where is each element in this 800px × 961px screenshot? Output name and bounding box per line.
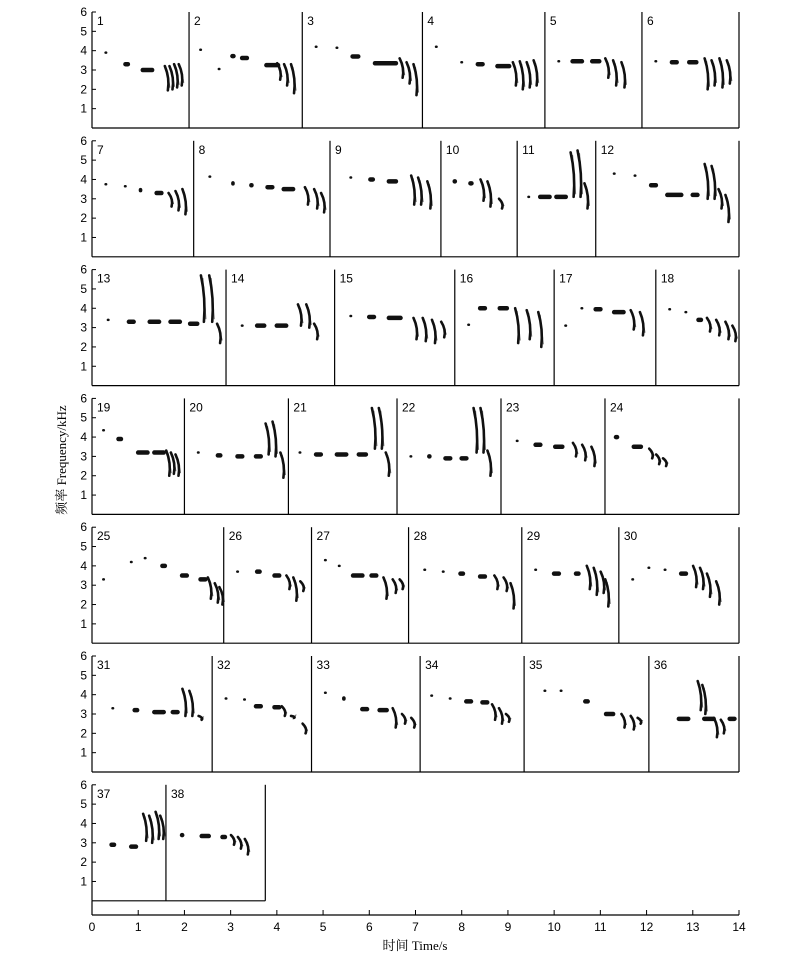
note-mark	[604, 712, 616, 717]
x-tick-label: 6	[365, 920, 373, 934]
note-mark	[649, 183, 658, 188]
note-mark	[107, 319, 110, 322]
note-mark	[554, 195, 568, 200]
spectrogram-row	[80, 263, 739, 386]
y-tick-label: 5	[80, 539, 87, 554]
note-mark	[533, 443, 542, 448]
note-mark	[265, 185, 274, 190]
x-tick-label: 3	[227, 920, 234, 934]
spectrogram-panel	[97, 12, 189, 128]
panel-label: 5	[549, 14, 557, 28]
note-mark	[435, 46, 438, 49]
y-tick-label: 3	[80, 578, 87, 593]
panel-label: 21	[293, 400, 307, 415]
y-tick-label: 4	[80, 558, 87, 573]
panel-label: 23	[505, 400, 520, 415]
note-mark	[199, 48, 202, 51]
y-tick-label: 6	[80, 391, 87, 406]
note-mark	[367, 315, 376, 320]
note-mark	[124, 185, 127, 188]
note-mark	[243, 698, 246, 701]
panel-label: 13	[97, 271, 111, 286]
y-tick-label: 1	[80, 874, 87, 889]
y-tick-label: 2	[80, 82, 87, 97]
spectrogram-row	[80, 5, 739, 128]
panel-label: 31	[97, 658, 111, 672]
y-tick-label: 3	[80, 449, 87, 464]
panel-label: 19	[97, 400, 111, 415]
note-mark	[516, 440, 519, 443]
note-mark	[152, 450, 166, 455]
note-mark	[315, 46, 318, 49]
note-mark	[580, 307, 583, 310]
spectrogram-panel	[610, 398, 739, 514]
spectrogram-panel	[317, 656, 421, 772]
note-mark	[102, 429, 105, 432]
panel-label: 25	[97, 529, 111, 544]
y-tick-label: 6	[80, 5, 87, 19]
y-axis-label: 频率 Frequency/kHz	[54, 405, 69, 515]
x-tick-label: 4	[273, 920, 281, 934]
x-tick-label: 7	[412, 920, 419, 934]
note-mark	[464, 699, 473, 704]
spectrogram-panel	[460, 270, 554, 386]
panel-label: 32	[217, 658, 231, 672]
note-mark	[111, 707, 114, 710]
note-mark	[574, 571, 581, 576]
note-mark	[664, 568, 667, 571]
x-tick-label: 8	[458, 920, 466, 934]
note-mark	[129, 844, 138, 849]
panel-label: 33	[316, 658, 330, 672]
note-mark	[679, 571, 688, 576]
spectrogram-row	[80, 391, 739, 514]
x-axis-label: 时间 Time/s	[382, 938, 448, 953]
note-mark	[560, 690, 563, 693]
panel-label: 26	[228, 529, 243, 544]
note-mark	[349, 176, 352, 179]
panel-label: 29	[526, 529, 541, 544]
note-mark	[614, 435, 620, 440]
y-tick-label: 1	[80, 745, 87, 760]
note-mark	[478, 574, 487, 579]
panel-label: 24	[609, 400, 624, 415]
note-mark	[130, 561, 133, 564]
y-tick-label: 4	[80, 172, 87, 187]
panel-label: 22	[402, 400, 416, 415]
panel-label: 16	[459, 271, 474, 286]
y-tick-label: 4	[80, 430, 87, 445]
spectrogram-panel	[601, 141, 739, 257]
note-mark	[255, 569, 262, 574]
note-mark	[668, 308, 671, 311]
note-mark	[631, 578, 634, 581]
spectrogram-panel	[414, 527, 522, 643]
note-mark	[314, 452, 323, 457]
note-mark	[553, 444, 565, 449]
x-tick-label: 0	[88, 920, 96, 934]
spectrogram-panel	[654, 656, 739, 772]
note-mark	[171, 710, 180, 715]
note-mark	[136, 450, 150, 455]
y-tick-label: 1	[80, 101, 87, 116]
y-tick-label: 3	[80, 63, 87, 77]
note-mark	[109, 842, 116, 847]
y-tick-label: 2	[80, 339, 87, 354]
panel-label: 28	[413, 529, 427, 544]
spectrogram-panel	[661, 270, 739, 386]
note-mark	[220, 835, 227, 840]
note-mark	[132, 708, 139, 713]
x-tick-label: 2	[181, 920, 188, 934]
spectrogram-panel	[97, 527, 224, 643]
note-mark	[443, 456, 452, 461]
note-mark	[144, 557, 147, 560]
note-mark	[230, 54, 236, 59]
note-mark	[241, 324, 244, 327]
note-mark	[612, 310, 626, 315]
spectrogram-panel	[171, 785, 265, 901]
panel-label: 6	[646, 14, 654, 28]
y-tick-label: 6	[80, 133, 87, 148]
spectrogram-panel	[199, 141, 330, 257]
y-tick-label: 2	[80, 855, 87, 870]
spectrogram-row	[80, 520, 739, 643]
note-mark	[476, 62, 485, 66]
note-mark	[460, 61, 463, 64]
spectrogram-panel	[522, 141, 596, 257]
spectrogram-panel	[425, 656, 524, 772]
note-mark	[272, 705, 281, 710]
note-mark	[255, 323, 267, 328]
spectrogram-panel	[307, 12, 422, 128]
note-mark	[338, 565, 341, 568]
panel-label: 12	[600, 142, 615, 157]
y-tick-label: 5	[80, 797, 87, 812]
note-mark	[696, 318, 703, 323]
y-tick-label: 6	[80, 520, 87, 535]
spectrogram-panel	[217, 656, 311, 772]
note-mark	[467, 323, 470, 326]
note-mark	[147, 320, 161, 325]
y-tick-label: 2	[80, 468, 87, 483]
note-mark	[141, 68, 155, 73]
note-mark	[690, 193, 699, 198]
spectrogram-row	[80, 649, 739, 772]
y-tick-label: 5	[80, 24, 87, 39]
spectrogram-panel	[97, 656, 212, 772]
y-tick-label: 2	[80, 211, 87, 226]
note-mark	[197, 451, 200, 454]
note-mark	[593, 307, 602, 312]
note-mark	[104, 51, 107, 54]
note-mark	[452, 179, 457, 184]
spectrogram-panel	[624, 527, 739, 643]
spectrogram-panel	[293, 398, 397, 514]
note-mark	[458, 571, 465, 576]
panel-label: 2	[194, 14, 201, 28]
note-mark	[557, 60, 560, 63]
note-mark	[552, 571, 561, 576]
note-mark	[240, 56, 249, 61]
note-mark	[377, 708, 389, 713]
note-mark	[687, 60, 699, 64]
panel-label: 18	[660, 271, 675, 286]
spectrogram-rows	[80, 5, 739, 901]
panel-label: 17	[559, 271, 573, 286]
y-tick-label: 3	[80, 320, 87, 335]
note-mark	[249, 183, 254, 188]
spectrogram-panel	[97, 785, 166, 901]
note-mark	[225, 697, 228, 700]
note-mark	[677, 717, 691, 722]
note-mark	[123, 62, 130, 66]
note-mark	[180, 573, 189, 578]
panel-label: 1	[97, 14, 104, 28]
note-mark	[102, 578, 105, 581]
x-tick-label: 10	[547, 920, 561, 934]
panel-label: 20	[189, 400, 203, 415]
note-mark	[104, 183, 107, 186]
y-tick-label: 4	[80, 43, 87, 58]
y-tick-label: 5	[80, 668, 87, 683]
note-mark	[423, 568, 426, 571]
note-mark	[218, 68, 221, 71]
note-mark	[583, 699, 590, 704]
note-mark	[324, 559, 327, 562]
note-mark	[373, 61, 398, 66]
note-mark	[208, 175, 211, 178]
note-mark	[727, 717, 736, 722]
note-mark	[127, 320, 136, 325]
spectrogram-panel	[189, 398, 288, 514]
note-mark	[468, 181, 474, 186]
note-mark	[180, 833, 185, 838]
panel-label: 14	[231, 271, 245, 286]
note-mark	[236, 570, 239, 573]
note-mark	[442, 570, 445, 573]
note-mark	[369, 573, 378, 578]
note-mark	[335, 452, 349, 457]
y-tick-label: 6	[80, 262, 87, 277]
note-mark	[349, 315, 352, 318]
note-mark	[160, 564, 167, 569]
y-tick-label: 3	[80, 835, 87, 850]
panel-label: 10	[445, 142, 460, 157]
x-tick-label: 9	[504, 920, 512, 934]
note-mark	[152, 710, 166, 715]
note-mark	[350, 54, 360, 59]
spectrogram-panel	[559, 270, 656, 386]
panel-label: 7	[97, 142, 104, 157]
y-tick-label: 1	[80, 359, 87, 374]
x-tick-label: 1	[134, 920, 142, 934]
x-tick-label: 11	[594, 920, 607, 934]
y-tick-label: 5	[80, 281, 87, 296]
spectrogram-panel	[97, 270, 226, 386]
note-mark	[116, 437, 123, 442]
panel-label: 11	[522, 142, 535, 157]
note-mark	[564, 324, 567, 327]
note-mark	[634, 174, 637, 177]
note-mark	[527, 196, 530, 199]
panel-label: 36	[653, 658, 668, 672]
note-mark	[360, 707, 369, 712]
y-tick-label: 4	[80, 301, 87, 316]
spectrogram-panel	[402, 398, 501, 514]
note-mark	[647, 567, 650, 570]
y-tick-label: 1	[80, 230, 87, 245]
spectrogram-row	[80, 134, 739, 257]
note-mark	[272, 573, 281, 578]
note-mark	[357, 452, 369, 457]
y-tick-label: 2	[80, 597, 87, 612]
spectrogram-panel	[529, 656, 649, 772]
note-mark	[368, 177, 375, 182]
y-tick-label: 5	[80, 410, 87, 425]
y-tick-label: 3	[80, 191, 87, 206]
note-mark	[480, 700, 489, 705]
spectrogram-panel	[229, 527, 312, 643]
y-tick-label: 4	[80, 687, 87, 702]
spectrogram-panel	[97, 398, 184, 514]
spectrogram-panel	[527, 527, 619, 643]
note-mark	[538, 195, 552, 200]
panel-label: 3	[307, 14, 314, 28]
y-tick-label: 3	[80, 707, 87, 721]
note-mark	[632, 444, 644, 449]
spectrogram-panel	[231, 270, 335, 386]
note-mark	[459, 456, 468, 461]
note-mark	[570, 59, 584, 64]
note-mark	[670, 60, 679, 64]
spectrogram-row	[80, 778, 265, 901]
note-mark	[198, 577, 207, 582]
y-tick-label: 5	[80, 153, 87, 168]
note-mark	[430, 694, 433, 697]
panel-label: 37	[97, 786, 111, 801]
y-tick-label: 6	[80, 777, 87, 792]
y-tick-label: 6	[80, 649, 87, 663]
spectrogram-panel	[340, 270, 455, 386]
time-axis	[89, 901, 746, 934]
panel-label: 4	[427, 14, 435, 28]
note-mark	[427, 454, 432, 459]
note-mark	[235, 454, 244, 459]
x-tick-label: 13	[686, 920, 700, 934]
y-tick-label: 1	[80, 488, 87, 503]
note-mark	[387, 179, 399, 184]
panel-label: 35	[529, 658, 543, 672]
note-mark	[543, 690, 546, 693]
note-mark	[254, 704, 263, 709]
note-mark	[498, 306, 510, 311]
note-mark	[154, 191, 163, 196]
panel-label: 34	[425, 658, 439, 672]
panel-label: 15	[339, 271, 353, 286]
note-mark	[231, 181, 235, 186]
note-mark	[409, 455, 412, 458]
note-mark	[324, 691, 327, 694]
spectrogram-panel	[335, 141, 441, 257]
note-mark	[275, 323, 289, 328]
spectrogram-panel	[97, 141, 194, 257]
spectrogram-panel	[427, 12, 544, 128]
note-mark	[495, 64, 511, 68]
note-mark	[534, 568, 537, 571]
spectrogram-panel	[550, 12, 642, 128]
note-mark	[387, 316, 403, 321]
note-mark	[216, 453, 223, 458]
y-tick-label: 1	[80, 616, 87, 631]
note-mark	[449, 697, 452, 700]
note-mark	[281, 187, 295, 192]
note-mark	[590, 59, 602, 64]
note-mark	[139, 188, 143, 193]
y-tick-label: 4	[80, 816, 87, 831]
note-mark	[342, 696, 346, 701]
x-tick-label: 12	[639, 920, 654, 934]
note-mark	[613, 172, 616, 175]
panel-label: 27	[316, 529, 330, 544]
note-mark	[665, 193, 683, 198]
note-mark	[199, 834, 211, 839]
spectrogram-panel	[446, 141, 517, 257]
note-mark	[654, 60, 657, 63]
note-mark	[335, 47, 338, 50]
panel-label: 8	[198, 142, 206, 157]
note-mark	[351, 573, 365, 578]
note-mark	[684, 311, 687, 314]
panel-label: 38	[170, 786, 185, 801]
note-mark	[298, 451, 301, 454]
note-mark	[478, 306, 487, 311]
panel-label: 30	[623, 529, 638, 544]
spectrogram-panel	[506, 398, 605, 514]
panel-label: 9	[335, 142, 342, 157]
spectrogram-panel	[647, 12, 739, 128]
x-tick-label: 14	[732, 920, 746, 934]
note-mark	[254, 454, 263, 459]
x-tick-label: 5	[319, 920, 327, 934]
note-mark	[188, 321, 200, 326]
spectrogram-panel	[194, 12, 302, 128]
note-mark	[168, 320, 182, 325]
y-tick-label: 2	[80, 726, 87, 741]
spectrogram-panel	[317, 527, 409, 643]
